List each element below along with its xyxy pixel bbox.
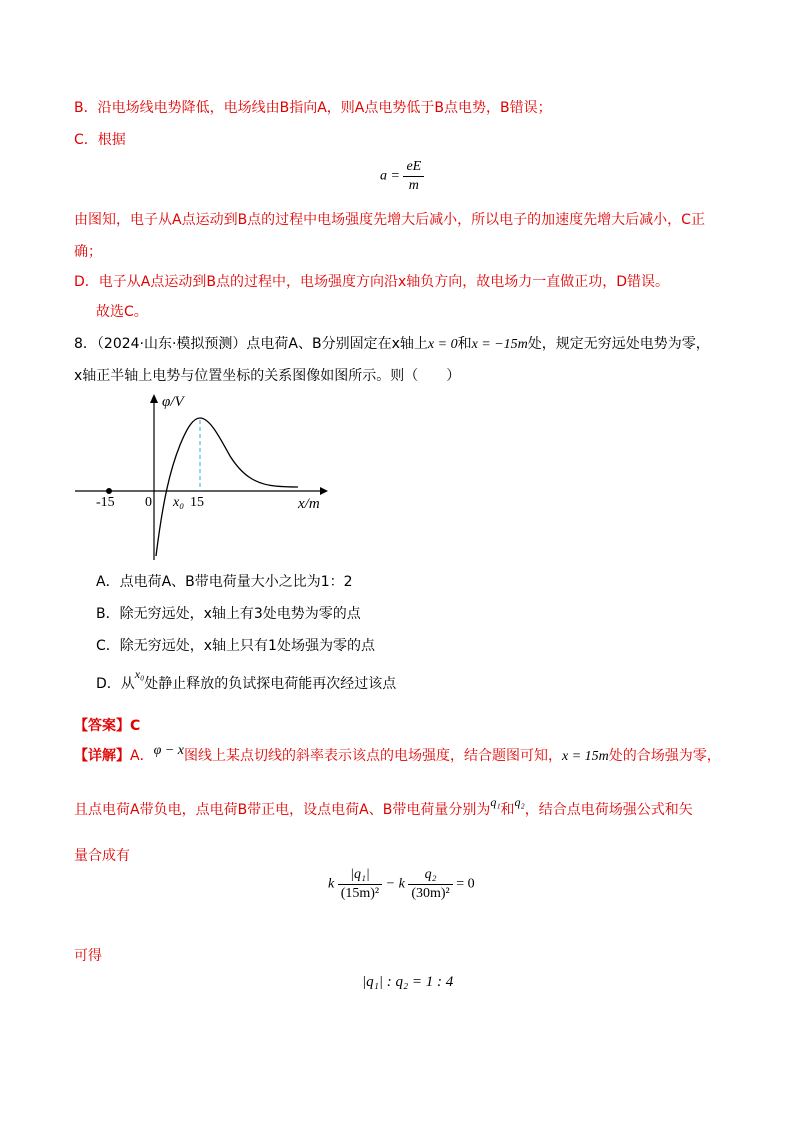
option-c-explanation-cont: 确； [74, 244, 102, 260]
potential-curve [156, 418, 298, 556]
detail-phi-x: φ − x [153, 743, 184, 758]
detail-line3: 量合成有 [74, 848, 130, 864]
detail-and: 和 [500, 802, 515, 818]
formula-denominator: m [408, 178, 419, 193]
eq1-denominator-2: (30m)² [411, 886, 450, 901]
detail-q2: q₂ [514, 795, 525, 809]
x-axis-arrow [320, 487, 328, 495]
answer-label: 【答案】C [74, 718, 141, 734]
detail-l2-prefix: 且点电荷A带负电，点电荷B带正电，设点电荷A、B带电荷量分别为 [74, 802, 491, 818]
potential-graph [70, 390, 340, 565]
detail-l2-end: ，结合点电荷场强公式和矢 [524, 802, 693, 818]
detail-x15: x = 15m [561, 749, 609, 764]
charge-b-dot [106, 488, 112, 494]
y-axis-label: φ/V [162, 394, 184, 410]
therefore-label: 可得 [74, 948, 102, 964]
question-8-line1 [74, 334, 710, 355]
detail-a-mid: 图线上某点切线的斜率表示该点的电场强度，结合题图可知， [183, 748, 562, 764]
tick-label-neg15: -15 [96, 495, 115, 510]
option-d [96, 667, 397, 694]
q8-and: 和 [457, 336, 472, 352]
formula-numerator: eE [403, 158, 424, 177]
tick-label-x0: x₀ [173, 495, 185, 510]
detail-tag: 【详解】 [74, 748, 130, 764]
x-axis-label: x/m [298, 496, 320, 512]
option-a: A．点电荷A、B带电荷量大小之比为1：2 [96, 574, 353, 590]
field-equation [328, 866, 475, 903]
acceleration-formula [380, 158, 424, 195]
option-d-x0: x₀ [134, 667, 145, 681]
ratio-result: |q₁| : q₂ = 1 : 4 [362, 974, 454, 990]
tick-label-15: 15 [190, 495, 204, 510]
q8-formula-x0: x = 0 [427, 337, 458, 352]
detail-line1 [74, 743, 721, 767]
option-d-prefix: D．从 [96, 676, 135, 692]
y-axis-arrow [150, 394, 158, 403]
eq1-denominator-1: (15m)² [340, 886, 380, 901]
formula-lhs: a = [380, 168, 400, 184]
eq1-numerator-1: |q₁| [338, 866, 382, 885]
eq1-numerator-2: q₂ [408, 866, 452, 885]
selection-statement: 故选C。 [96, 304, 148, 320]
detail-a-end: 处的合场强为零， [608, 748, 721, 764]
option-c: C．除无穷远处，x轴上只有1处场强为零的点 [96, 638, 375, 654]
option-b: B．除无穷远处，x轴上有3处电势为零的点 [96, 606, 361, 622]
option-b-explanation: B．沿电场线电势降低，电场线由B指向A，则A点电势低于B点电势，B错误； [74, 100, 552, 116]
q8-suffix: 处，规定无穷远处电势为零， [527, 336, 710, 352]
detail-a-prefix: A． [130, 748, 154, 764]
q8-formula-x-15: x = −15m [471, 337, 528, 352]
tick-label-origin: 0 [145, 495, 152, 510]
eq1-minus-k: − k [385, 876, 405, 892]
option-c-intro: C．根据 [74, 132, 126, 148]
option-d-explanation: D．电子从A点运动到B点的过程中，电场强度方向沿x轴负方向，故电场力一直做正功，D错误。 [74, 274, 670, 290]
detail-line2 [74, 795, 693, 820]
q8-prefix: 8．（2024·山东·模拟预测）点电荷A、B分别固定在x轴上 [74, 336, 428, 352]
question-8-line2: x轴正半轴上电势与位置坐标的关系图像如图所示。则（ ） [74, 368, 461, 384]
detail-q1: q₁ [490, 795, 501, 809]
option-c-explanation: 由图知，电子从A点运动到B点的过程中电场强度先增大后减小，所以电子的加速度先增大后减小，C正 [74, 212, 705, 228]
eq1-rhs: = 0 [456, 876, 475, 892]
option-d-suffix: 处静止释放的负试探电荷能再次经过该点 [144, 676, 397, 692]
eq1-k: k [328, 876, 335, 892]
